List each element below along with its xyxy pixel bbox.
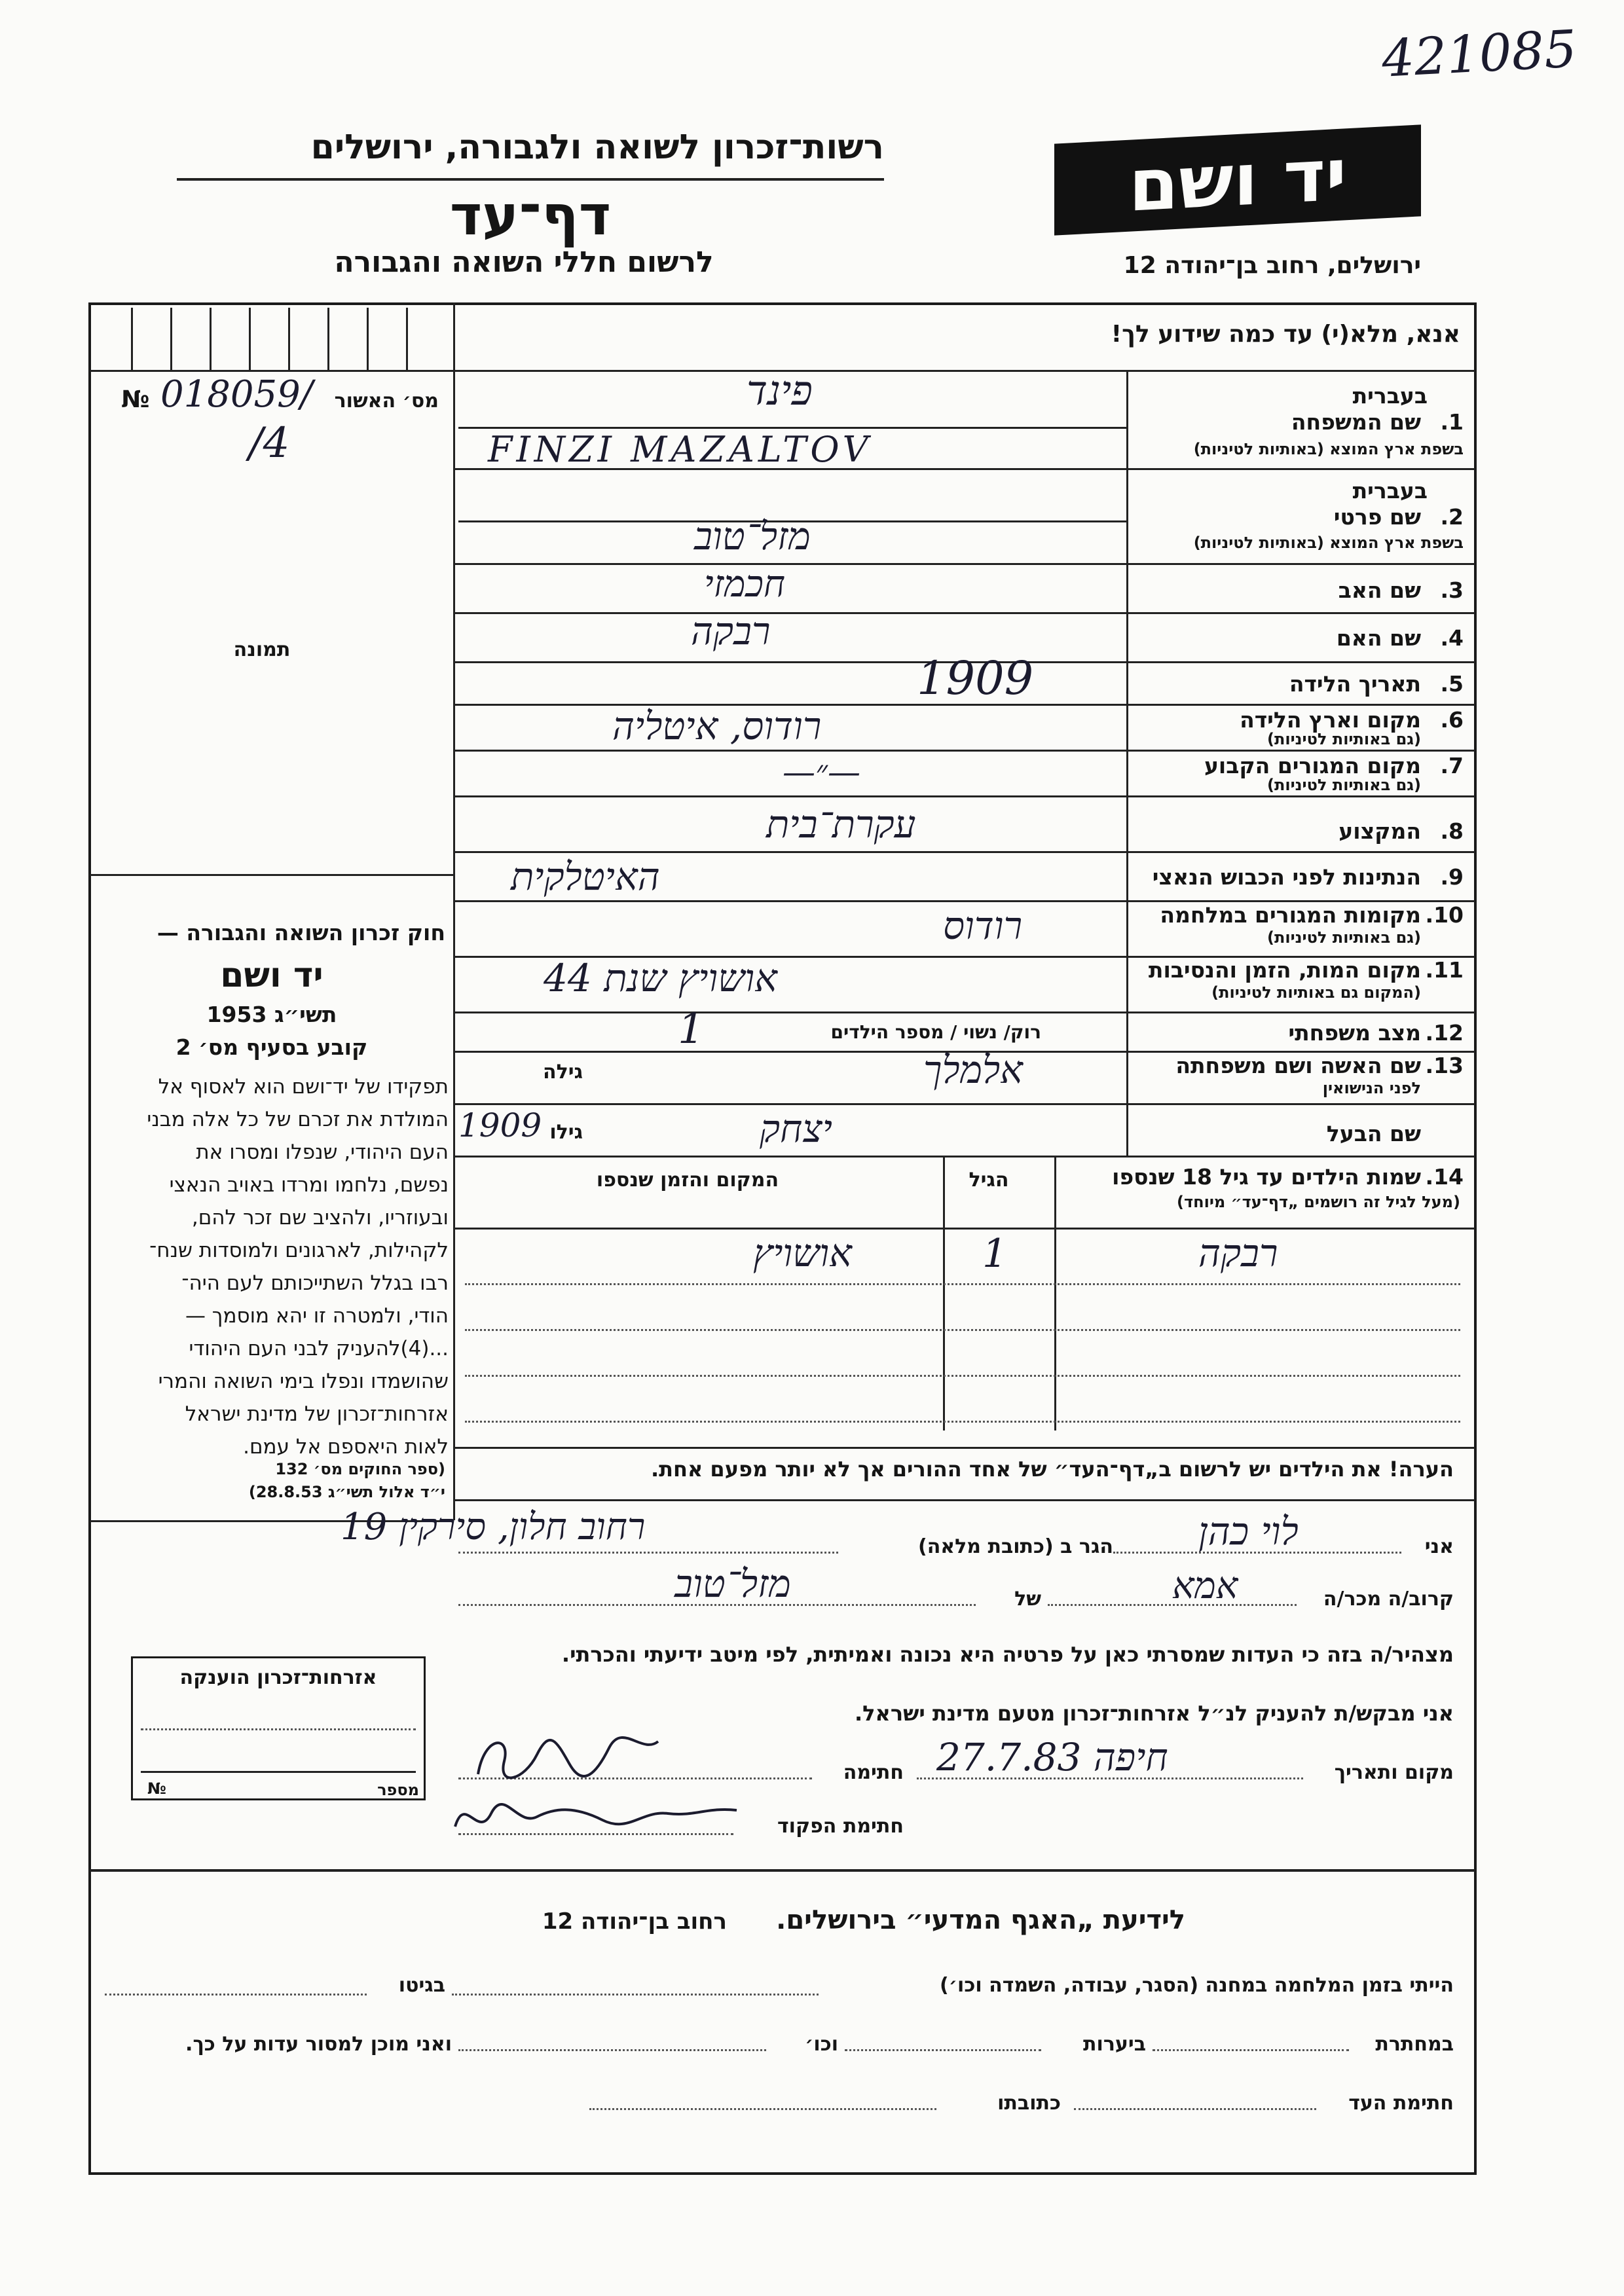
child-name: רבקה [1198,1231,1278,1275]
note [471,1457,1454,1482]
officer-signature [445,1787,747,1846]
form-title: דף־עד [449,183,612,247]
f7-value: —״— [783,753,860,791]
f2-hebrew-value: מזל־טוב [694,514,811,558]
bottom-line3-witness-signature: חתימת העד [1348,2092,1454,2115]
f13-age-label: גילה [543,1061,583,1084]
f7-num: 7. [1440,753,1464,778]
f9-num: 9. [1440,864,1464,890]
f3-num: 3. [1440,577,1464,603]
ani-label: אני [1424,1535,1454,1558]
of-name-value: מזל־טוב [674,1561,791,1606]
bottom-heading: לידיעת „האגף המדעי״ בירושלים. [776,1905,1185,1935]
bottom-line2-etc: וכו׳ [805,2033,838,2056]
f13-value: אלמלך [923,1048,1023,1092]
f13-num: 13. [1425,1053,1464,1078]
archive-number: 421085 [1380,20,1578,89]
col-age-header: הגיל [969,1169,1009,1192]
law-title: חוק זכרון השואה והגבורה — [157,920,445,945]
f11-label: מקום המות, הזמן והנסיבות [1148,957,1421,983]
f11-num: 11. [1425,957,1464,983]
yad-vashem-logo: יד ושם [1054,124,1421,235]
note-text: את הילדים יש לרשום ב„דף־העד״ של אחד ההורים אך לא יותר מפעם אחת. [650,1457,1382,1482]
f1-hebrew-value: פינד [747,367,813,414]
law-year: תשי״ג 1953 [206,1002,337,1027]
place-date-label: מקום ותאריך [1334,1761,1454,1784]
husband-label: שם הבעל [1326,1121,1421,1146]
note-prefix: הערה! [1388,1457,1454,1482]
f14-label: שמות הילדים עד גיל 18 שנספו [1112,1164,1421,1190]
law-ref-2: י״ד אלול תשי״ג 28.8.53) [248,1483,445,1501]
request-text: אני מבקש/ת להעניק לנ״ל אזרחות־זכרון מטעם מדינת ישראל. [855,1701,1454,1726]
f6-num: 6. [1440,707,1464,733]
f2-num: 2. [1440,504,1464,530]
bottom-divider [90,1869,1475,1872]
hebrew-word-2: בעברית [1352,478,1428,503]
declaration-text: מצהיר/ה בזה כי העדות שמסרתי כאן על פרטיה היא נכונה ואמיתית, לפי מיטב ידיעתי והכרתי. [561,1642,1454,1667]
f14-num: 14. [1425,1164,1464,1190]
f3-value: חכמזי [704,563,786,606]
place-date-value: חיפה 27.7.83 [936,1735,1168,1779]
f5-num: 5. [1440,671,1464,697]
authority-name: רשות־זכרון לשואה ולגבורה, ירושלים [310,128,884,167]
bottom-line2-forests: ביערות [1083,2033,1146,2056]
col-place-header: המקום והזמן שנספו [596,1169,779,1192]
f10-value: רודוס [943,903,1023,948]
f4-label: שם האם [1336,625,1421,651]
law-box-top [90,874,453,876]
f13-label: שם האשה ושם משפחתה [1175,1053,1421,1078]
photo-label: תמונה [233,638,291,661]
left-column-divider [453,302,455,1520]
f8-label: המקצוע [1338,818,1421,844]
relation-value: אמא [1172,1565,1238,1607]
instruction-text: אנא, מלא(י) עד כמה שידוע לך! [1111,321,1460,348]
husband-age-label: גילו [549,1121,583,1144]
declarant-address: רחוב חלון, סירקין 19 [341,1506,646,1548]
declarant-signature [471,1728,668,1787]
f14-sub: (מעל לגיל זה רושמים „דף־עד״ מיוחד) [1177,1193,1460,1211]
law-ref-1: (ספר החוקים מס׳ 132 [275,1460,445,1478]
form-subtitle: לרשום חללי השואה והגבורה [334,246,714,279]
approval-label: מס׳ האשור [334,390,439,412]
f10-label: מקומות המגורים במלחמה [1160,902,1421,928]
f12-value: 1 [678,1005,705,1053]
f6-sub: (גם באותיות לטיניות) [1267,730,1421,748]
approval-no-mark: № [121,386,150,413]
husband-value: יצחק [760,1106,832,1151]
f1-latin-value: FINZI MAZALTOV [488,429,872,470]
of-label: של [1014,1588,1041,1611]
f5-label: תאריך הלידה [1289,671,1421,697]
bottom-line2-willing: ואני מוכן למסור עדות על כך. [185,2033,452,2056]
f9-label: הנתינות לפני הכבוש הנאצי [1152,864,1421,890]
f10-num: 10. [1425,902,1464,928]
header-underline [177,178,884,181]
f5-value: 1909 [917,651,1034,705]
f8-num: 8. [1440,818,1464,844]
label-column-divider [1126,370,1128,1156]
law-section: קובע בסעיף מס׳ 2 [175,1034,368,1060]
f1-label: שם המשפחה [1291,409,1421,435]
citizenship-number-label: מספר [377,1781,419,1799]
bottom-line1-ghetto: בגיטו [398,1974,445,1997]
husband-age: 1909 [458,1106,542,1144]
approval-suffix: /4 [249,419,290,467]
f12-label: מצב משפחתי [1288,1020,1421,1046]
citizenship-no-mark: № [147,1779,166,1798]
resides-label: הגר ב (כתובת מלאה) [917,1535,1113,1558]
f2-sub: בשפת ארץ המוצא (באותיות לטיניות) [1193,534,1464,552]
f1-sub: בשפת ארץ המוצא (באותיות לטיניות) [1193,440,1464,458]
f8-value: עקרת־בית [766,802,916,847]
declarant-name: לוי כהן [1198,1509,1299,1554]
bottom-address: רחוב בן־יהודה 12 [542,1908,727,1935]
child-place: אושויץ [753,1231,852,1275]
f6-label: מקום וארץ הלידה [1240,707,1421,733]
law-text: תפקידו של יד־ושם הוא לאסוף אל המולדת את זכרם של כל אלה מבני העם היהודי, שנפלו ומסרו את נפשם, נלחמו ומרדו באויב הנאצי ובעוזריו, ולהציב שם זכר להם, לקהילות, לארגונים ולמוסדות שנח־ רבו בגלל השתייכותם לעם היה־ הודי, ולמטרה זו יהא מוסמך — ...(4)להעניק לבני העם היהודי שהושמדו ונפלו בימי השואה והמרי אזרחות־זכרון של מדינת ישראל לאות היאספם אל עמם. [147,1075,449,1459]
relative-label: קרוב/ה מכר/ה [1323,1588,1454,1611]
f4-num: 4. [1440,625,1464,651]
citizenship-title: אזרחות־זכרון הוענקה [179,1666,377,1689]
f2-label: שם פרטי [1333,504,1421,530]
header-address: ירושלים, רחוב בן־יהודה 12 [1123,252,1421,279]
f10-sub: (גם באותיות לטיניות) [1267,928,1421,947]
signature-label: חתימה [843,1761,904,1784]
approval-number: 018059/ [160,373,313,416]
bottom-line1-camp: הייתי בזמן המלחמה במחנה (הסגר, עבודה, השמדה וכו׳) [940,1974,1454,1997]
approval-boxes-bottom [90,370,453,372]
f11-sub: (המקום גם באותיות לטיניות) [1211,983,1421,1002]
bottom-line2-underground: במחתרת [1375,2033,1454,2056]
bottom-line3-address: כתובתו [997,2092,1061,2115]
f12-options: רוק/ נשוי / מספר הילדים [830,1021,1041,1043]
f12-num: 12. [1425,1020,1464,1046]
f9-value: האיטלקית [511,854,660,899]
law-name: יד ושם [220,956,323,995]
hebrew-word-1: בעברית [1352,383,1428,409]
f7-sub: (גם באותיות לטיניות) [1267,776,1421,794]
officer-signature-label: חתימת הפקוד [777,1815,904,1838]
child-age: 1 [982,1231,1008,1277]
f3-label: שם האב [1338,577,1421,603]
f6-value: רודוס, איטליה [612,704,822,748]
f11-value: אושויץ שנת 44 [544,956,777,1000]
f4-value: רבקה [691,609,771,653]
f1-num: 1. [1440,409,1464,435]
f13-sub: לפני הנישואין [1322,1079,1421,1097]
f7-label: מקום המגורים הקבוע [1204,753,1421,778]
